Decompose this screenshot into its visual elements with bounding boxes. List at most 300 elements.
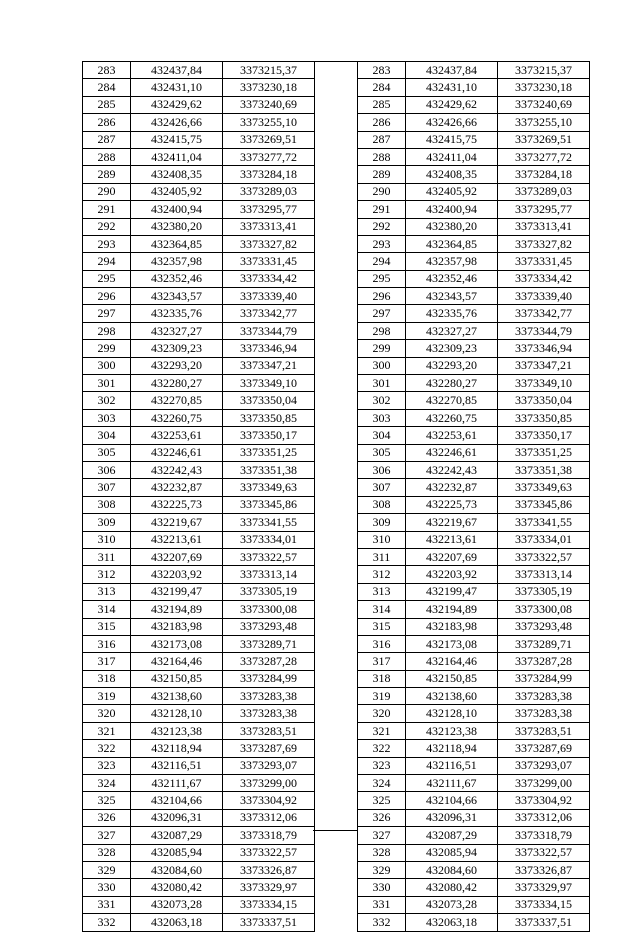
point-number-cell: 310 [358, 531, 406, 548]
x-coordinate-cell: 432199,47 [406, 583, 498, 600]
y-coordinate-cell: 3373339,40 [223, 288, 315, 305]
table-row [358, 201, 590, 218]
x-coordinate-cell: 432352,46 [406, 270, 498, 287]
x-coordinate-cell: 432213,61 [131, 531, 223, 548]
x-coordinate-cell: 432123,38 [406, 722, 498, 739]
x-coordinate-cell: 432104,66 [131, 792, 223, 809]
table-row [83, 705, 315, 722]
point-number-cell: 308 [358, 496, 406, 513]
y-coordinate-cell: 3373350,04 [498, 392, 590, 409]
table-row [83, 427, 315, 444]
point-number-cell: 321 [358, 722, 406, 739]
point-number-cell: 331 [83, 896, 131, 913]
point-number-cell: 291 [358, 201, 406, 218]
point-number-cell: 330 [358, 879, 406, 896]
x-coordinate-cell: 432203,92 [131, 566, 223, 583]
table-row [83, 322, 315, 339]
point-number-cell: 324 [83, 775, 131, 792]
table-row [358, 757, 590, 774]
point-number-cell: 327 [83, 827, 131, 844]
x-coordinate-cell: 432225,73 [406, 496, 498, 513]
x-coordinate-cell: 432087,29 [131, 827, 223, 844]
point-number-cell: 299 [83, 340, 131, 357]
table-row [358, 479, 590, 496]
table-row [83, 131, 315, 148]
x-coordinate-cell: 432309,23 [406, 340, 498, 357]
point-number-cell: 324 [358, 775, 406, 792]
table-row [83, 722, 315, 739]
point-number-cell: 289 [358, 166, 406, 183]
table-row [83, 218, 315, 235]
y-coordinate-cell: 3373341,55 [223, 514, 315, 531]
table-row [358, 531, 590, 548]
y-coordinate-cell: 3373344,79 [498, 322, 590, 339]
x-coordinate-cell: 432260,75 [131, 409, 223, 426]
x-coordinate-cell: 432293,20 [131, 357, 223, 374]
x-coordinate-cell: 432335,76 [131, 305, 223, 322]
y-coordinate-cell: 3373287,28 [223, 653, 315, 670]
y-coordinate-cell: 3373305,19 [498, 583, 590, 600]
y-coordinate-cell: 3373283,38 [223, 688, 315, 705]
x-coordinate-cell: 432111,67 [406, 775, 498, 792]
x-coordinate-cell: 432405,92 [406, 183, 498, 200]
y-coordinate-cell: 3373350,85 [498, 409, 590, 426]
y-coordinate-cell: 3373346,94 [223, 340, 315, 357]
y-coordinate-cell: 3373240,69 [223, 96, 315, 113]
y-coordinate-cell: 3373329,97 [223, 879, 315, 896]
coordinates-table-left-body [83, 62, 315, 932]
table-row [358, 705, 590, 722]
point-number-cell: 293 [358, 235, 406, 252]
coordinates-table-right-body [358, 62, 590, 932]
y-coordinate-cell: 3373322,57 [498, 548, 590, 565]
table-row [358, 305, 590, 322]
point-number-cell: 294 [358, 253, 406, 270]
y-coordinate-cell: 3373351,38 [223, 461, 315, 478]
table-row [358, 861, 590, 878]
table-row [83, 114, 315, 131]
table-row [83, 62, 315, 79]
table-row [358, 375, 590, 392]
y-coordinate-cell: 3373344,79 [223, 322, 315, 339]
x-coordinate-cell: 432429,62 [131, 96, 223, 113]
table-row [83, 740, 315, 757]
table-row [358, 96, 590, 113]
point-number-cell: 303 [83, 409, 131, 426]
x-coordinate-cell: 432173,08 [131, 635, 223, 652]
y-coordinate-cell: 3373255,10 [223, 114, 315, 131]
table-row [358, 218, 590, 235]
y-coordinate-cell: 3373283,38 [498, 688, 590, 705]
y-coordinate-cell: 3373313,41 [223, 218, 315, 235]
table-row [83, 601, 315, 618]
point-number-cell: 286 [358, 114, 406, 131]
y-coordinate-cell: 3373350,85 [223, 409, 315, 426]
point-number-cell: 318 [83, 670, 131, 687]
x-coordinate-cell: 432150,85 [406, 670, 498, 687]
table-row [83, 914, 315, 931]
y-coordinate-cell: 3373230,18 [498, 79, 590, 96]
x-coordinate-cell: 432123,38 [131, 722, 223, 739]
table-row [358, 183, 590, 200]
x-coordinate-cell: 432194,89 [406, 601, 498, 618]
x-coordinate-cell: 432408,35 [406, 166, 498, 183]
table-row [358, 340, 590, 357]
point-number-cell: 326 [83, 809, 131, 826]
x-coordinate-cell: 432173,08 [406, 635, 498, 652]
x-coordinate-cell: 432431,10 [131, 79, 223, 96]
point-number-cell: 297 [83, 305, 131, 322]
table-row [83, 827, 315, 844]
y-coordinate-cell: 3373331,45 [223, 253, 315, 270]
x-coordinate-cell: 432150,85 [131, 670, 223, 687]
table-row [83, 392, 315, 409]
x-coordinate-cell: 432087,29 [406, 827, 498, 844]
y-coordinate-cell: 3373283,38 [223, 705, 315, 722]
x-coordinate-cell: 432085,94 [406, 844, 498, 861]
coordinates-table-left [82, 61, 315, 932]
point-number-cell: 293 [83, 235, 131, 252]
point-number-cell: 297 [358, 305, 406, 322]
y-coordinate-cell: 3373283,51 [223, 722, 315, 739]
table-row [83, 409, 315, 426]
x-coordinate-cell: 432073,28 [406, 896, 498, 913]
point-number-cell: 305 [83, 444, 131, 461]
x-coordinate-cell: 432415,75 [131, 131, 223, 148]
point-number-cell: 305 [358, 444, 406, 461]
y-coordinate-cell: 3373331,45 [498, 253, 590, 270]
y-coordinate-cell: 3373295,77 [223, 201, 315, 218]
x-coordinate-cell: 432411,04 [406, 148, 498, 165]
x-coordinate-cell: 432380,20 [406, 218, 498, 235]
y-coordinate-cell: 3373349,10 [223, 375, 315, 392]
x-coordinate-cell: 432073,28 [131, 896, 223, 913]
point-number-cell: 322 [358, 740, 406, 757]
y-coordinate-cell: 3373341,55 [498, 514, 590, 531]
point-number-cell: 307 [83, 479, 131, 496]
table-row [358, 235, 590, 252]
y-coordinate-cell: 3373287,69 [223, 740, 315, 757]
y-coordinate-cell: 3373347,21 [498, 357, 590, 374]
x-coordinate-cell: 432219,67 [406, 514, 498, 531]
x-coordinate-cell: 432242,43 [406, 461, 498, 478]
y-coordinate-cell: 3373350,17 [223, 427, 315, 444]
point-number-cell: 331 [358, 896, 406, 913]
table-row [358, 827, 590, 844]
table-row [83, 270, 315, 287]
table-row [83, 148, 315, 165]
x-coordinate-cell: 432085,94 [131, 844, 223, 861]
point-number-cell: 306 [83, 461, 131, 478]
table-row [358, 635, 590, 652]
y-coordinate-cell: 3373215,37 [498, 62, 590, 79]
y-coordinate-cell: 3373293,48 [223, 618, 315, 635]
x-coordinate-cell: 432293,20 [406, 357, 498, 374]
table-row [358, 288, 590, 305]
y-coordinate-cell: 3373339,40 [498, 288, 590, 305]
x-coordinate-cell: 432380,20 [131, 218, 223, 235]
point-number-cell: 332 [358, 914, 406, 931]
table-row [358, 270, 590, 287]
x-coordinate-cell: 432437,84 [131, 62, 223, 79]
y-coordinate-cell: 3373350,04 [223, 392, 315, 409]
table-row [358, 566, 590, 583]
point-number-cell: 283 [83, 62, 131, 79]
table-row [358, 809, 590, 826]
y-coordinate-cell: 3373346,94 [498, 340, 590, 357]
y-coordinate-cell: 3373304,92 [223, 792, 315, 809]
point-number-cell: 325 [358, 792, 406, 809]
x-coordinate-cell: 432138,60 [131, 688, 223, 705]
table-row [358, 322, 590, 339]
table-row [358, 409, 590, 426]
table-row [83, 844, 315, 861]
x-coordinate-cell: 432357,98 [406, 253, 498, 270]
point-number-cell: 284 [83, 79, 131, 96]
y-coordinate-cell: 3373305,19 [223, 583, 315, 600]
x-coordinate-cell: 432183,98 [406, 618, 498, 635]
point-number-cell: 322 [83, 740, 131, 757]
point-number-cell: 286 [83, 114, 131, 131]
table-row [83, 531, 315, 548]
table-row [358, 775, 590, 792]
point-number-cell: 315 [358, 618, 406, 635]
x-coordinate-cell: 432111,67 [131, 775, 223, 792]
point-number-cell: 330 [83, 879, 131, 896]
point-number-cell: 295 [83, 270, 131, 287]
point-number-cell: 320 [83, 705, 131, 722]
y-coordinate-cell: 3373347,21 [223, 357, 315, 374]
table-row [358, 79, 590, 96]
x-coordinate-cell: 432352,46 [131, 270, 223, 287]
table-row [358, 914, 590, 931]
point-number-cell: 299 [358, 340, 406, 357]
table-row [358, 618, 590, 635]
y-coordinate-cell: 3373293,07 [498, 757, 590, 774]
x-coordinate-cell: 432357,98 [131, 253, 223, 270]
table-row [358, 357, 590, 374]
table-row [83, 461, 315, 478]
table-row [83, 566, 315, 583]
point-number-cell: 329 [83, 861, 131, 878]
y-coordinate-cell: 3373313,14 [498, 566, 590, 583]
table-row [83, 253, 315, 270]
y-coordinate-cell: 3373240,69 [498, 96, 590, 113]
x-coordinate-cell: 432327,27 [131, 322, 223, 339]
y-coordinate-cell: 3373349,63 [498, 479, 590, 496]
x-coordinate-cell: 432080,42 [406, 879, 498, 896]
y-coordinate-cell: 3373287,69 [498, 740, 590, 757]
y-coordinate-cell: 3373283,38 [498, 705, 590, 722]
x-coordinate-cell: 432253,61 [131, 427, 223, 444]
point-number-cell: 313 [358, 583, 406, 600]
y-coordinate-cell: 3373277,72 [498, 148, 590, 165]
point-number-cell: 298 [358, 322, 406, 339]
y-coordinate-cell: 3373289,03 [223, 183, 315, 200]
point-number-cell: 302 [83, 392, 131, 409]
table-row [358, 496, 590, 513]
point-number-cell: 314 [358, 601, 406, 618]
point-number-cell: 319 [358, 688, 406, 705]
y-coordinate-cell: 3373284,18 [223, 166, 315, 183]
table-separator [313, 61, 357, 831]
point-number-cell: 288 [83, 148, 131, 165]
point-number-cell: 290 [83, 183, 131, 200]
point-number-cell: 311 [83, 548, 131, 565]
x-coordinate-cell: 432426,66 [406, 114, 498, 131]
y-coordinate-cell: 3373349,63 [223, 479, 315, 496]
table-row [358, 62, 590, 79]
x-coordinate-cell: 432116,51 [131, 757, 223, 774]
point-number-cell: 316 [358, 635, 406, 652]
point-number-cell: 328 [83, 844, 131, 861]
y-coordinate-cell: 3373312,06 [223, 809, 315, 826]
y-coordinate-cell: 3373334,01 [223, 531, 315, 548]
point-number-cell: 317 [358, 653, 406, 670]
y-coordinate-cell: 3373326,87 [223, 861, 315, 878]
x-coordinate-cell: 432213,61 [406, 531, 498, 548]
x-coordinate-cell: 432183,98 [131, 618, 223, 635]
y-coordinate-cell: 3373293,07 [223, 757, 315, 774]
y-coordinate-cell: 3373269,51 [223, 131, 315, 148]
x-coordinate-cell: 432280,27 [131, 375, 223, 392]
table-row [83, 548, 315, 565]
table-row [358, 148, 590, 165]
x-coordinate-cell: 432232,87 [131, 479, 223, 496]
x-coordinate-cell: 432080,42 [131, 879, 223, 896]
y-coordinate-cell: 3373334,01 [498, 531, 590, 548]
point-number-cell: 306 [358, 461, 406, 478]
table-row [83, 288, 315, 305]
x-coordinate-cell: 432335,76 [406, 305, 498, 322]
point-number-cell: 309 [358, 514, 406, 531]
x-coordinate-cell: 432309,23 [131, 340, 223, 357]
x-coordinate-cell: 432280,27 [406, 375, 498, 392]
point-number-cell: 323 [83, 757, 131, 774]
point-number-cell: 289 [83, 166, 131, 183]
point-number-cell: 329 [358, 861, 406, 878]
table-row [358, 670, 590, 687]
point-number-cell: 313 [83, 583, 131, 600]
table-row [358, 131, 590, 148]
y-coordinate-cell: 3373230,18 [223, 79, 315, 96]
x-coordinate-cell: 432118,94 [131, 740, 223, 757]
y-coordinate-cell: 3373326,87 [498, 861, 590, 878]
x-coordinate-cell: 432408,35 [131, 166, 223, 183]
x-coordinate-cell: 432400,94 [131, 201, 223, 218]
table-row [83, 583, 315, 600]
point-number-cell: 316 [83, 635, 131, 652]
point-number-cell: 302 [358, 392, 406, 409]
y-coordinate-cell: 3373289,71 [498, 635, 590, 652]
x-coordinate-cell: 432364,85 [406, 235, 498, 252]
table-row [83, 653, 315, 670]
y-coordinate-cell: 3373351,25 [223, 444, 315, 461]
x-coordinate-cell: 432270,85 [131, 392, 223, 409]
table-row [358, 653, 590, 670]
point-number-cell: 294 [83, 253, 131, 270]
y-coordinate-cell: 3373277,72 [223, 148, 315, 165]
coordinates-table-right [357, 61, 590, 932]
x-coordinate-cell: 432128,10 [406, 705, 498, 722]
x-coordinate-cell: 432437,84 [406, 62, 498, 79]
x-coordinate-cell: 432364,85 [131, 235, 223, 252]
point-number-cell: 301 [358, 375, 406, 392]
x-coordinate-cell: 432138,60 [406, 688, 498, 705]
y-coordinate-cell: 3373283,51 [498, 722, 590, 739]
y-coordinate-cell: 3373318,79 [223, 827, 315, 844]
table-row [358, 844, 590, 861]
table-row [83, 183, 315, 200]
table-row [83, 688, 315, 705]
y-coordinate-cell: 3373327,82 [498, 235, 590, 252]
y-coordinate-cell: 3373269,51 [498, 131, 590, 148]
point-number-cell: 295 [358, 270, 406, 287]
y-coordinate-cell: 3373334,15 [498, 896, 590, 913]
y-coordinate-cell: 3373289,71 [223, 635, 315, 652]
table-row [83, 792, 315, 809]
table-row [83, 96, 315, 113]
point-number-cell: 301 [83, 375, 131, 392]
x-coordinate-cell: 432199,47 [131, 583, 223, 600]
y-coordinate-cell: 3373304,92 [498, 792, 590, 809]
point-number-cell: 298 [83, 322, 131, 339]
x-coordinate-cell: 432084,60 [406, 861, 498, 878]
y-coordinate-cell: 3373334,42 [223, 270, 315, 287]
x-coordinate-cell: 432207,69 [131, 548, 223, 565]
table-row [83, 514, 315, 531]
x-coordinate-cell: 432411,04 [131, 148, 223, 165]
table-row [358, 792, 590, 809]
point-number-cell: 307 [358, 479, 406, 496]
y-coordinate-cell: 3373329,97 [498, 879, 590, 896]
table-row [83, 861, 315, 878]
x-coordinate-cell: 432219,67 [131, 514, 223, 531]
x-coordinate-cell: 432096,31 [406, 809, 498, 826]
point-number-cell: 327 [358, 827, 406, 844]
table-row [358, 461, 590, 478]
y-coordinate-cell: 3373284,18 [498, 166, 590, 183]
y-coordinate-cell: 3373350,17 [498, 427, 590, 444]
point-number-cell: 292 [83, 218, 131, 235]
point-number-cell: 300 [83, 357, 131, 374]
table-row [83, 444, 315, 461]
x-coordinate-cell: 432194,89 [131, 601, 223, 618]
x-coordinate-cell: 432084,60 [131, 861, 223, 878]
point-number-cell: 296 [358, 288, 406, 305]
y-coordinate-cell: 3373284,99 [223, 670, 315, 687]
table-row [358, 392, 590, 409]
x-coordinate-cell: 432225,73 [131, 496, 223, 513]
y-coordinate-cell: 3373312,06 [498, 809, 590, 826]
point-number-cell: 303 [358, 409, 406, 426]
table-row [83, 305, 315, 322]
x-coordinate-cell: 432260,75 [406, 409, 498, 426]
x-coordinate-cell: 432426,66 [131, 114, 223, 131]
table-row [83, 166, 315, 183]
y-coordinate-cell: 3373313,14 [223, 566, 315, 583]
y-coordinate-cell: 3373342,77 [498, 305, 590, 322]
point-number-cell: 315 [83, 618, 131, 635]
table-row [83, 79, 315, 96]
table-row [83, 879, 315, 896]
table-row [358, 740, 590, 757]
point-number-cell: 323 [358, 757, 406, 774]
y-coordinate-cell: 3373300,08 [498, 601, 590, 618]
y-coordinate-cell: 3373342,77 [223, 305, 315, 322]
x-coordinate-cell: 432203,92 [406, 566, 498, 583]
y-coordinate-cell: 3373318,79 [498, 827, 590, 844]
